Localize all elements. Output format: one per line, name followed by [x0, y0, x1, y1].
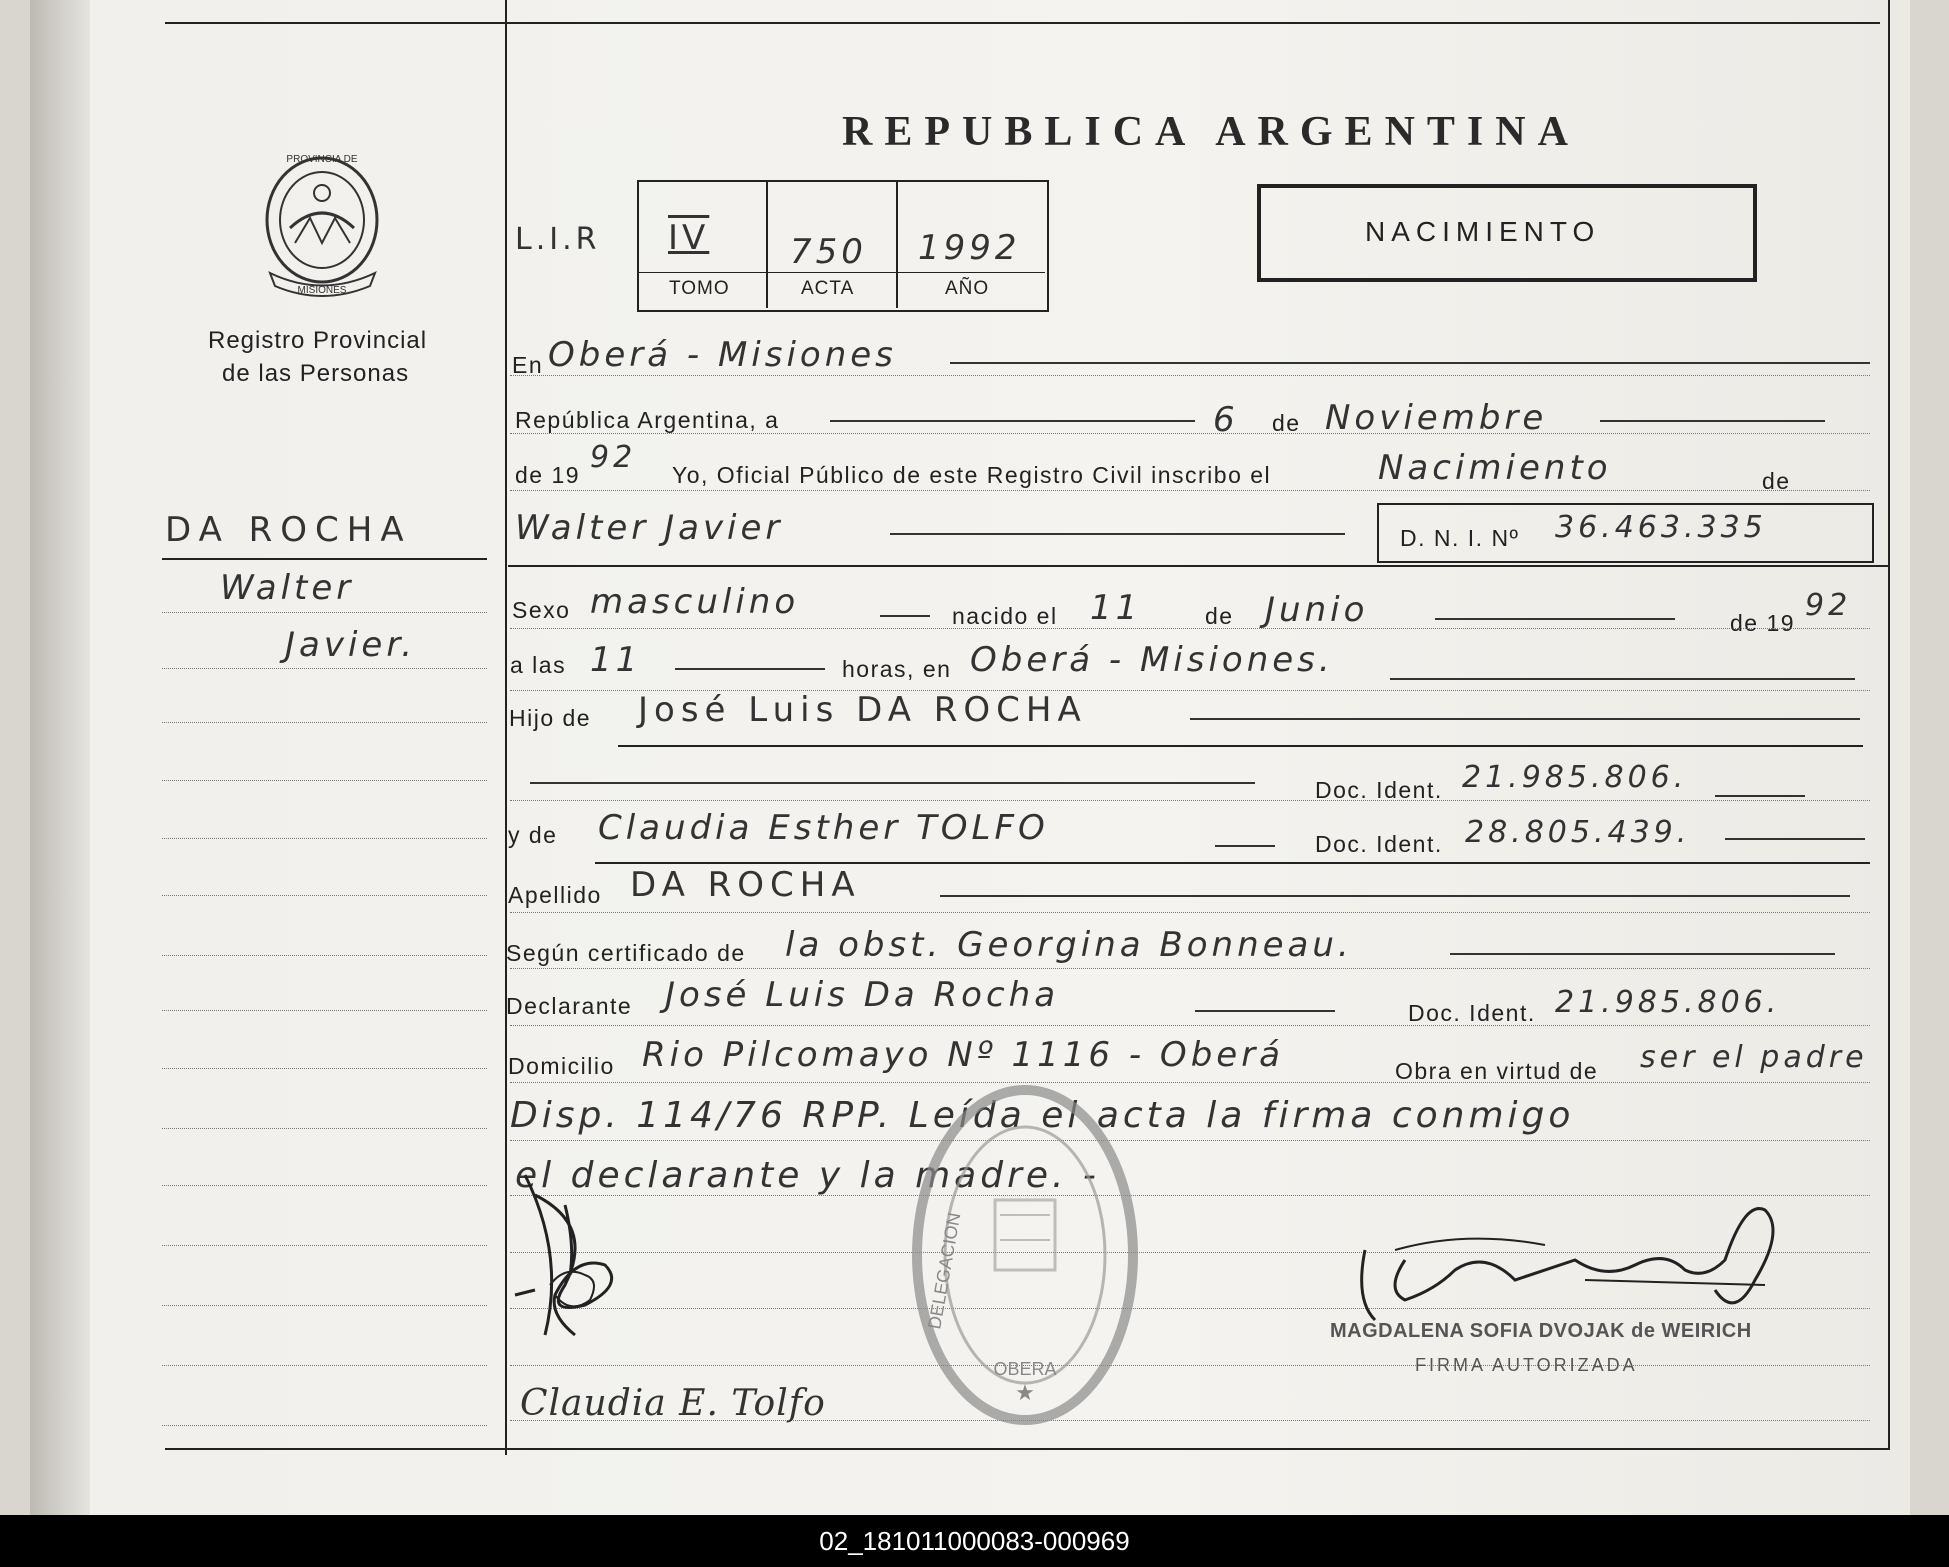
box-label-divider: [639, 272, 1045, 273]
note-line-2: el declarante y la madre. -: [515, 1155, 1100, 1196]
fill-line: [1435, 618, 1675, 620]
fill-line: [950, 362, 1870, 364]
yo-text: Yo, Oficial Público de este Registro Civil inscribo el: [672, 462, 1272, 488]
margin-line: [162, 895, 487, 896]
child-name-value: Walter Javier: [515, 508, 784, 548]
day-value: 6: [1213, 400, 1239, 440]
right-border: [1888, 0, 1890, 1448]
top-border: [165, 22, 1880, 24]
ano-value: 1992: [918, 228, 1021, 268]
margin-line: [162, 838, 487, 839]
fill-line: [830, 420, 1195, 422]
form-line: [510, 1025, 1870, 1026]
en-label: En: [512, 352, 544, 378]
father-underline: [618, 745, 1863, 747]
sexo-value: masculino: [590, 582, 800, 622]
dni-value: 36.463.335: [1555, 510, 1767, 545]
image-id-text: 02_181011000083-000969: [819, 1526, 1130, 1556]
margin-given-name-2: Javier.: [285, 625, 417, 665]
doc-ident-label-2: Doc. Ident.: [1315, 831, 1443, 857]
official-caption: FIRMA AUTORIZADA: [1415, 1355, 1638, 1375]
father-value: José Luis DA ROCHA: [638, 690, 1087, 730]
birth-year-suffix-value: 92: [1805, 588, 1852, 623]
section-divider: [508, 565, 1888, 567]
svg-text:PROVINCIA DE: PROVINCIA DE: [286, 154, 358, 165]
fill-line: [1195, 1010, 1335, 1012]
declarante-value: José Luis Da Rocha: [665, 975, 1060, 1015]
month-value: Noviembre: [1325, 398, 1548, 438]
margin-line: [162, 1245, 487, 1246]
father-doc-value: 21.985.806.: [1462, 760, 1688, 795]
margin-line: [162, 1185, 487, 1186]
fill-line: [1725, 838, 1865, 840]
de-label-2: de: [1762, 468, 1791, 494]
image-id-bar: [0, 1515, 1949, 1567]
form-line: [510, 800, 1870, 801]
domicilio-value: Rio Pilcomayo Nº 1116 - Oberá: [642, 1035, 1285, 1075]
birth-place-value: Oberá - Misiones.: [970, 640, 1334, 680]
margin-line: [162, 1010, 487, 1011]
hour-value: 11: [590, 640, 642, 680]
obra-value: ser el padre: [1640, 1040, 1868, 1075]
margin-line: [162, 1128, 487, 1129]
de-label-3: de: [1205, 603, 1234, 629]
delegation-stamp: [900, 1080, 1190, 1430]
fill-line: [1215, 845, 1275, 847]
fill-line: [675, 668, 825, 670]
margin-line: [162, 668, 487, 669]
margin-given-name-1: Walter: [220, 568, 355, 608]
birth-month-value: Junio: [1265, 590, 1369, 630]
margin-surname-underline: [162, 558, 487, 560]
margin-line: [162, 1365, 487, 1366]
fill-line: [1450, 953, 1835, 955]
box-divider: [766, 182, 768, 308]
de19-label: de 19: [515, 462, 581, 488]
form-line: [510, 375, 1870, 376]
margin-surname: DA ROCHA: [165, 510, 412, 550]
doc-ident-label-3: Doc. Ident.: [1408, 1000, 1536, 1026]
form-line: [510, 433, 1870, 434]
margin-line: [162, 612, 487, 613]
svg-text:OBERA: OBERA: [993, 1359, 1057, 1379]
a-las-label: a las: [510, 652, 567, 678]
acta-value: 750: [790, 232, 867, 272]
book-label: L.I.R: [515, 222, 601, 257]
place-value: Oberá - Misiones: [548, 335, 897, 375]
form-line: [510, 1082, 1870, 1083]
svg-text:MISIONES: MISIONES: [297, 285, 347, 296]
fill-line: [880, 615, 930, 617]
record-type: NACIMIENTO: [1365, 216, 1601, 247]
segun-label: Según certificado de: [506, 940, 746, 966]
declarante-label: Declarante: [506, 993, 633, 1019]
apellido-value: DA ROCHA: [630, 865, 861, 905]
form-line: [510, 912, 1870, 913]
margin-line: [162, 1305, 487, 1306]
official-name: MAGDALENA SOFIA DVOJAK de WEIRICH: [1330, 1320, 1752, 1342]
bottom-border: [165, 1448, 1890, 1450]
margin-line: [162, 780, 487, 781]
republica-label: República Argentina, a: [515, 407, 780, 433]
nacido-label: nacido el: [952, 603, 1058, 629]
ano-label: AÑO: [945, 278, 990, 299]
fill-line: [1715, 795, 1805, 797]
acta-label: ACTA: [801, 278, 855, 299]
tomo-value: IV: [668, 218, 710, 258]
fill-line: [530, 782, 1255, 784]
de19-label-2: de 19: [1730, 610, 1796, 636]
declarant-signature: [505, 1165, 655, 1365]
note-line-1: Disp. 114/76 RPP. Leída el acta la firma conmigo: [510, 1095, 1575, 1136]
document-title: REPUBLICA ARGENTINA: [842, 109, 1580, 155]
certificado-value: la obst. Georgina Bonneau.: [785, 925, 1353, 965]
dni-label: D. N. I. Nº: [1400, 525, 1520, 551]
apellido-label: Apellido: [508, 882, 602, 908]
horas-label: horas, en: [842, 656, 952, 682]
form-line: [510, 968, 1870, 969]
svg-text:★: ★: [1015, 1380, 1035, 1405]
form-line: [510, 490, 1870, 491]
province-seal-icon: [255, 148, 390, 298]
fill-line: [890, 533, 1345, 535]
margin-line: [162, 722, 487, 723]
margin-line: [162, 1425, 487, 1426]
act-kind-value: Nacimiento: [1378, 448, 1612, 488]
fill-line: [1600, 420, 1825, 422]
tomo-label: TOMO: [669, 278, 730, 299]
fill-line: [1390, 678, 1855, 680]
mother-doc-value: 28.805.439.: [1465, 815, 1691, 850]
domicilio-label: Domicilio: [508, 1053, 615, 1079]
fill-line: [940, 895, 1850, 897]
mother-signature: Claudia E. Tolfo: [520, 1383, 826, 1424]
mother-value: Claudia Esther TOLFO: [598, 808, 1049, 848]
doc-ident-label: Doc. Ident.: [1315, 777, 1443, 803]
mother-underline: [595, 862, 1870, 864]
birth-day-value: 11: [1090, 588, 1142, 628]
declarante-doc-value: 21.985.806.: [1555, 985, 1781, 1020]
form-line: [510, 628, 1870, 629]
y-de-label: y de: [508, 822, 558, 848]
page-spine: [30, 0, 90, 1515]
sexo-label: Sexo: [512, 597, 571, 623]
margin-line: [162, 955, 487, 956]
margin-line: [162, 1068, 487, 1069]
registry-name-line1: Registro Provincial: [208, 327, 428, 354]
fill-line: [1190, 718, 1860, 720]
box-divider: [896, 182, 898, 308]
de-label: de: [1272, 410, 1301, 436]
year-suffix-value: 92: [590, 440, 637, 475]
obra-label: Obra en virtud de: [1395, 1058, 1599, 1084]
hijo-label: Hijo de: [509, 705, 592, 731]
registry-name-line2: de las Personas: [222, 360, 410, 387]
svg-text:DELEGACION: DELEGACION: [924, 1210, 965, 1331]
form-line: [510, 1140, 1870, 1141]
